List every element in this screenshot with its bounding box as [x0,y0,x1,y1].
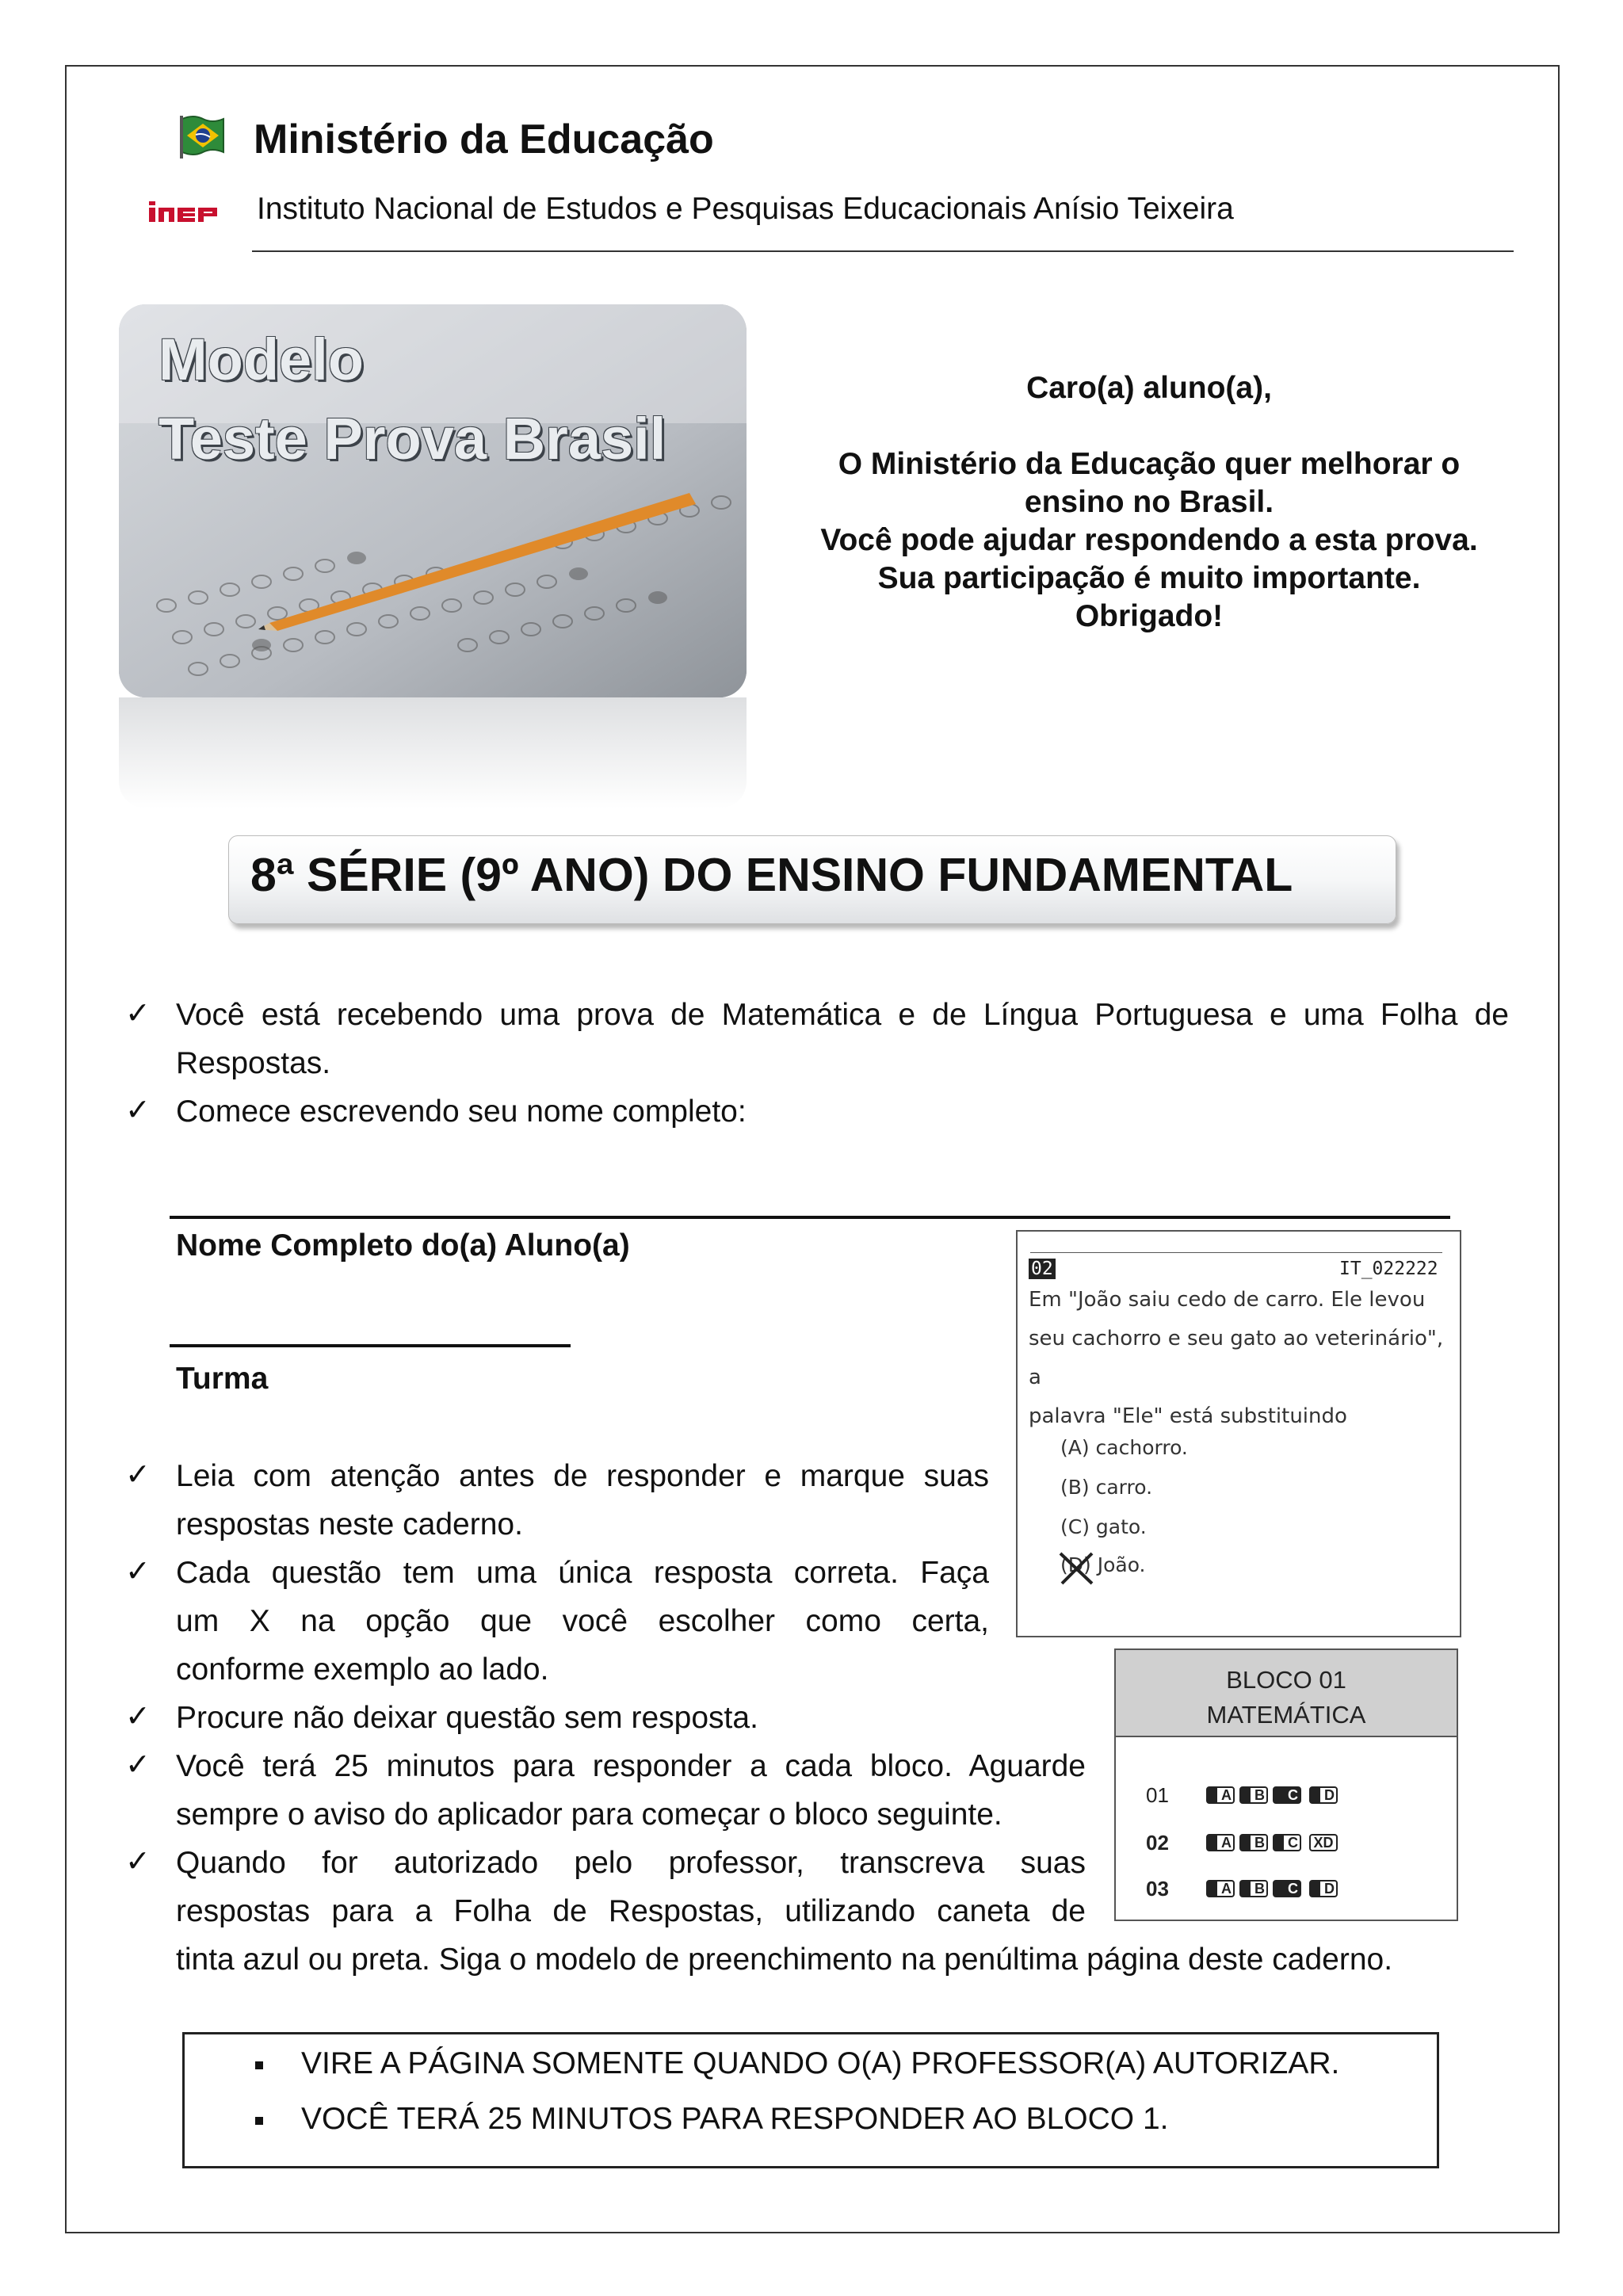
answer-bubble-b: B [1239,1786,1268,1804]
class-field[interactable] [170,1344,571,1347]
instruction-text: sempre o aviso do aplicador para começar o bloco seguinte. [176,1797,1002,1832]
instruction-text: Comece escrevendo seu nome completo: [176,1095,747,1129]
greeting-message [777,369,1522,636]
answer-block-title [1116,1663,1457,1733]
checkmark-icon: ✓ [125,1555,151,1588]
answer-bubble-c: C [1273,1834,1301,1851]
brazil-flag-icon [178,113,228,160]
student-name-label: Nome Completo do(a) Aluno(a) [176,1228,630,1263]
greeting-line: O Ministério da Educação quer melhorar o [838,447,1461,481]
photo-reflection [119,697,747,808]
example-header-rule [1030,1252,1442,1253]
greeting-salutation: Caro(a) aluno(a), [1026,371,1272,405]
checkmark-icon: ✓ [125,1845,151,1878]
instruction-text: conforme exemplo ao lado. [176,1652,549,1687]
checkmark-icon: ✓ [125,997,151,1030]
answer-bubble-b: B [1239,1834,1268,1851]
x-mark-icon [1057,1550,1097,1587]
header-divider [252,250,1514,252]
checkmark-icon: ✓ [125,1748,151,1782]
checkmark-icon: ✓ [125,1458,151,1492]
ministry-title: Ministério da Educação [254,117,714,162]
footer-notice: VOCÊ TERÁ 25 MINUTOS PARA RESPONDER AO BLOCO 1. [301,2102,1169,2136]
answer-block-title-line1: BLOCO 01 [1226,1666,1346,1694]
inep-logo [147,200,228,223]
answer-bubble-a: A [1206,1834,1235,1851]
answer-row-number: 02 [1146,1831,1169,1855]
example-question-line: Em "João saiu cedo de carro. Ele levou [1029,1288,1426,1312]
example-option-b: (B) carro. [1060,1476,1153,1499]
example-question-code: IT_022222 [1339,1259,1438,1279]
instruction-text: Quando for autorizado pelo professor, transcreva suas [176,1846,1086,1880]
instruction-text: Cada questão tem uma única resposta correta. Faça [176,1556,989,1590]
footer-notice: VIRE A PÁGINA SOMENTE QUANDO O(A) PROFESSOR(A) AUTORIZAR. [301,2046,1340,2080]
example-question-number: 02 [1029,1259,1056,1279]
student-name-field[interactable] [170,1216,1450,1219]
class-label: Turma [176,1362,269,1396]
answer-bubble-d: D [1309,1880,1338,1897]
example-option-c: (C) gato. [1060,1515,1147,1538]
greeting-line: Obrigado! [1075,599,1224,633]
institute-name: Instituto Nacional de Estudos e Pesquisas Educacionais Anísio Teixeira [257,192,1234,226]
instruction-text: Você está recebendo uma prova de Matemática e de Língua Portuguesa e uma Folha de [176,998,1509,1032]
greeting-line: Você pode ajudar respondendo a esta prova. [820,523,1478,557]
answer-block-title-line2: MATEMÁTICA [1206,1701,1366,1729]
greeting-line: ensino no Brasil. [1024,485,1274,519]
example-option-d: (D) João. [1060,1553,1146,1576]
instruction-text: Você terá 25 minutos para responder a cada bloco. Aguarde [176,1749,1086,1783]
greeting-line: Sua participação é muito importante. [877,561,1421,595]
answer-row-number: 03 [1146,1877,1169,1901]
instruction-text: respostas neste caderno. [176,1507,523,1541]
hero-title-line2: Teste Prova Brasil [158,406,666,472]
instruction-text: tinta azul ou preta. Siga o modelo de preenchimento na penúltima página deste caderno. [176,1943,1393,1977]
example-option-a: (A) cachorro. [1060,1436,1188,1459]
hero-title [158,320,666,479]
example-question-text [1029,1281,1457,1436]
example-question-line: palavra "Ele" está substituindo [1029,1404,1347,1428]
answer-bubble-c: C [1273,1880,1301,1897]
answer-bubble-c: C [1273,1786,1301,1804]
instruction-text: um X na opção que você escolher como certa, [176,1604,989,1638]
bullet-icon [255,2061,263,2069]
instruction-text: respostas para a Folha de Respostas, utilizando caneta de [176,1894,1086,1928]
answer-bubble-a: A [1206,1786,1235,1804]
answer-bubble-b: B [1239,1880,1268,1897]
hero-title-line1: Modelo [158,327,364,392]
instruction-text: Leia com atenção antes de responder e marque suas [176,1459,989,1493]
inep-logo-text: inep [147,200,149,201]
checkmark-icon: ✓ [125,1094,151,1127]
instruction-text: Procure não deixar questão sem resposta. [176,1701,758,1735]
bullet-icon [255,2117,263,2125]
answer-bubble-d: XD [1309,1834,1338,1851]
checkmark-icon: ✓ [125,1700,151,1733]
grade-title: 8ª SÉRIE (9º ANO) DO ENSINO FUNDAMENTAL [250,849,1293,901]
answer-row-number: 01 [1146,1783,1169,1807]
instruction-text: Respostas. [176,1046,331,1080]
example-question-line: seu cachorro e seu gato ao veterinário", a [1029,1327,1444,1389]
answer-bubble-a: A [1206,1880,1235,1897]
answer-bubble-d: D [1309,1786,1338,1804]
